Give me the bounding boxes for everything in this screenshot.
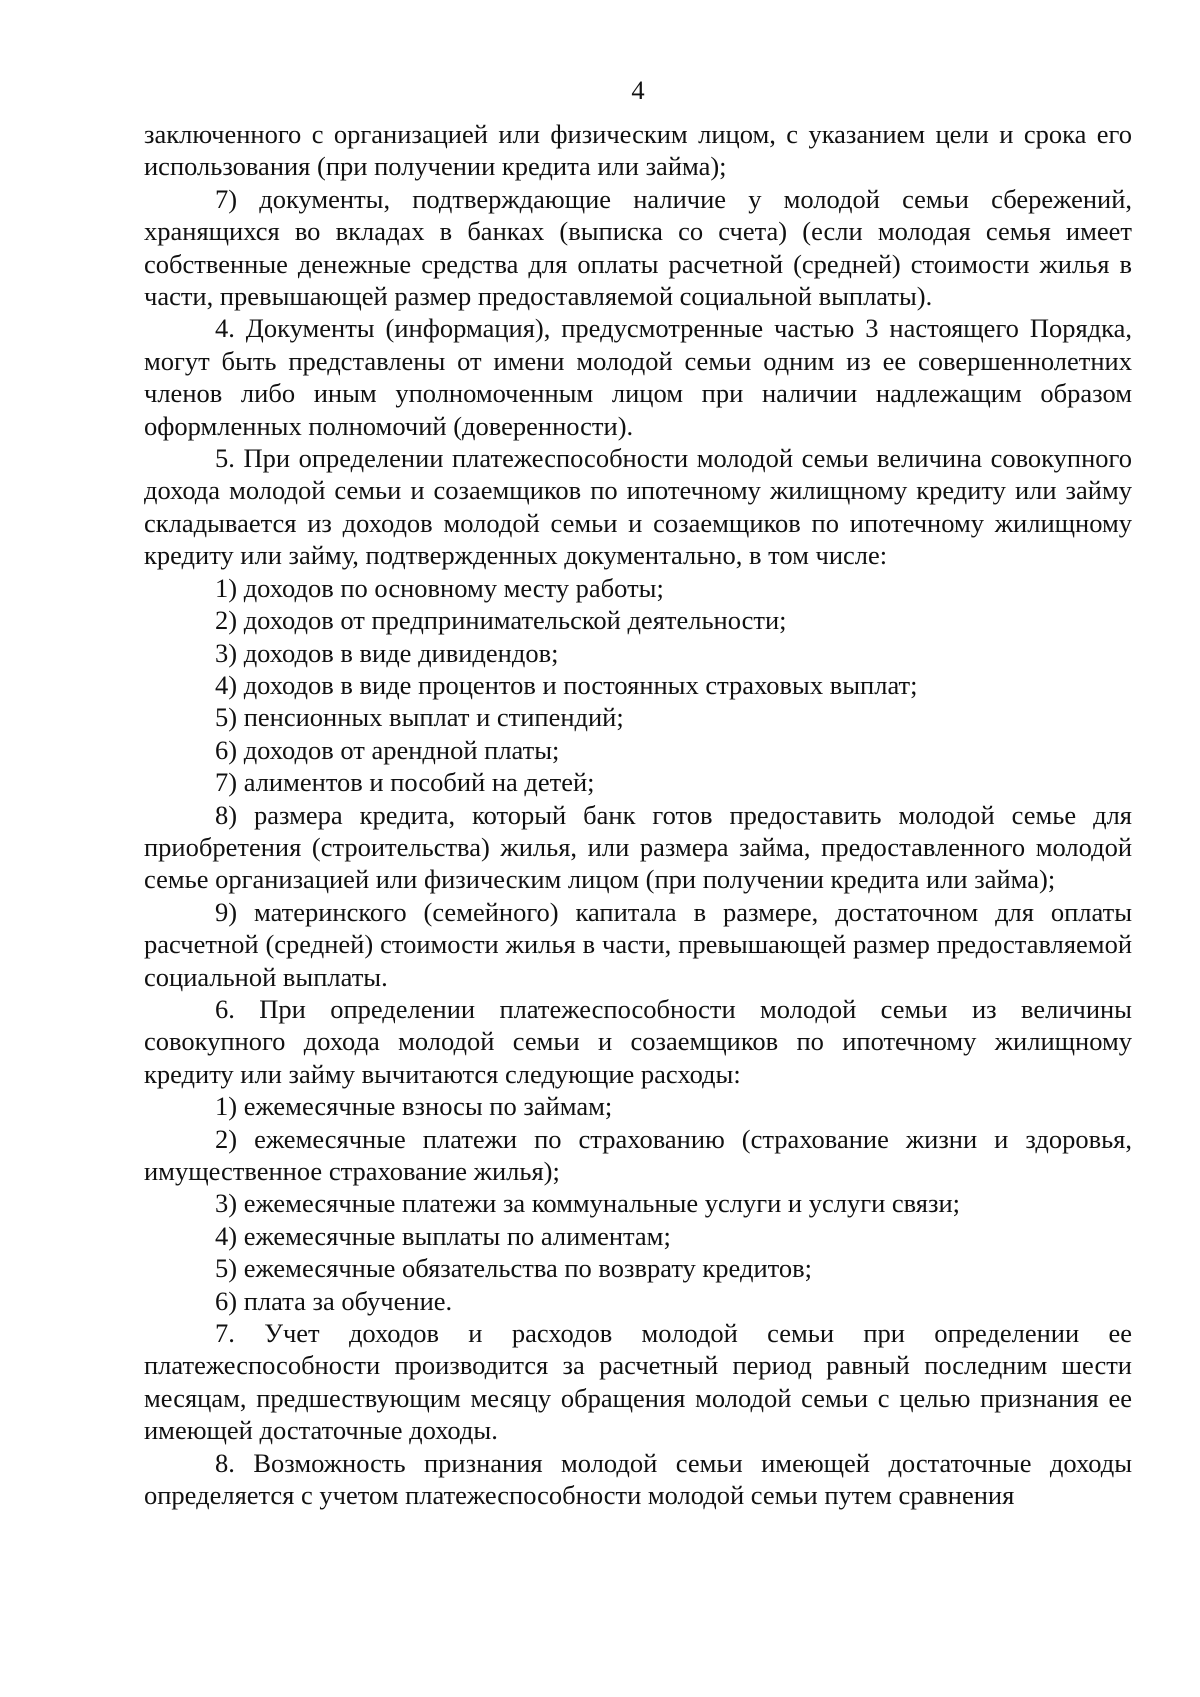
page-number: 4: [631, 75, 645, 105]
expense-item-5: 5) ежемесячные обязательства по возврату кредитов;: [215, 1253, 812, 1284]
income-item-7: 7) алиментов и пособий на детей;: [215, 767, 595, 798]
income-item-8: 8) размера кредита, который банк готов предоставить молодой семье для приобретения (строительства) жилья, или размера займа, предоставленного молодой семье организацией или физическим лицом (при получении кредита или займа);: [144, 799, 1132, 895]
income-item-4: 4) доходов в виде процентов и постоянных страховых выплат;: [215, 669, 918, 700]
income-item-3: 3) доходов в виде дивидендов;: [215, 637, 559, 668]
income-item-1: 1) доходов по основному месту работы;: [215, 572, 664, 603]
document-page: [144, 68, 1132, 1511]
paragraph-continuation: заключенного с организацией или физическим лицом, с указанием цели и срока его использования (при получении кредита или займа);: [144, 119, 1132, 182]
expense-item-3: 3) ежемесячные платежи за коммунальные услуги и услуги связи;: [215, 1188, 961, 1219]
income-item-5: 5) пенсионных выплат и стипендий;: [215, 702, 624, 733]
paragraph-5: 5. При определении платежеспособности молодой семьи величина совокупного дохода молодой семьи и созаемщиков по ипотечному жилищному кредиту или займу складывается из доходов молодой семьи и созаемщиков по ипотечному жилищному кредиту или займу, подтвержденных документально, в том числе:: [144, 443, 1132, 571]
document-body: [144, 118, 1132, 1511]
paragraph-6: 6. При определении платежеспособности молодой семьи из величины совокупного дохода молодой семьи и созаемщиков по ипотечному жилищному кредиту или займу вычитаются следующие расходы:: [144, 993, 1132, 1089]
paragraph-8: 8. Возможность признания молодой семьи имеющей достаточные доходы определяется с учетом платежеспособности молодой семьи путем сравнения: [144, 1447, 1132, 1511]
expense-item-2: 2) ежемесячные платежи по страхованию (страхование жизни и здоровья, имущественное страхование жилья);: [144, 1123, 1132, 1186]
paragraph-4: 4. Документы (информация), предусмотренные частью 3 настоящего Порядка, могут быть представлены от имени молодой семьи одним из ее совершеннолетних членов либо иным уполномоченным лицом при наличии надлежащим образом оформленных полномочий (доверенности).: [144, 313, 1132, 441]
expense-item-4: 4) ежемесячные выплаты по алиментам;: [215, 1220, 671, 1251]
expense-item-1: 1) ежемесячные взносы по займам;: [215, 1091, 613, 1122]
expense-item-6: 6) плата за обучение.: [215, 1285, 453, 1316]
income-item-2: 2) доходов от предпринимательской деятельности;: [215, 605, 787, 636]
income-item-9: 9) материнского (семейного) капитала в размере, достаточном для оплаты расчетной (средней) стоимости жилья в части, превышающей размер предоставляемой социальной выплаты.: [144, 896, 1132, 992]
paragraph-7: 7. Учет доходов и расходов молодой семьи при определении ее платежеспособности производится за расчетный период равный последним шести месяцам, предшествующим месяцу обращения молодой семьи с целью признания ее имеющей достаточные доходы.: [144, 1318, 1132, 1446]
income-item-6: 6) доходов от арендной платы;: [215, 734, 560, 765]
list-item-7-documents: 7) документы, подтверждающие наличие у молодой семьи сбережений, хранящихся во вкладах в банках (выписка со счета) (если молодая семья имеет собственные денежные средства для оплаты расчетной (средней) стоимости жилья в части, превышающей размер предоставляемой социальной выплаты).: [144, 183, 1132, 312]
